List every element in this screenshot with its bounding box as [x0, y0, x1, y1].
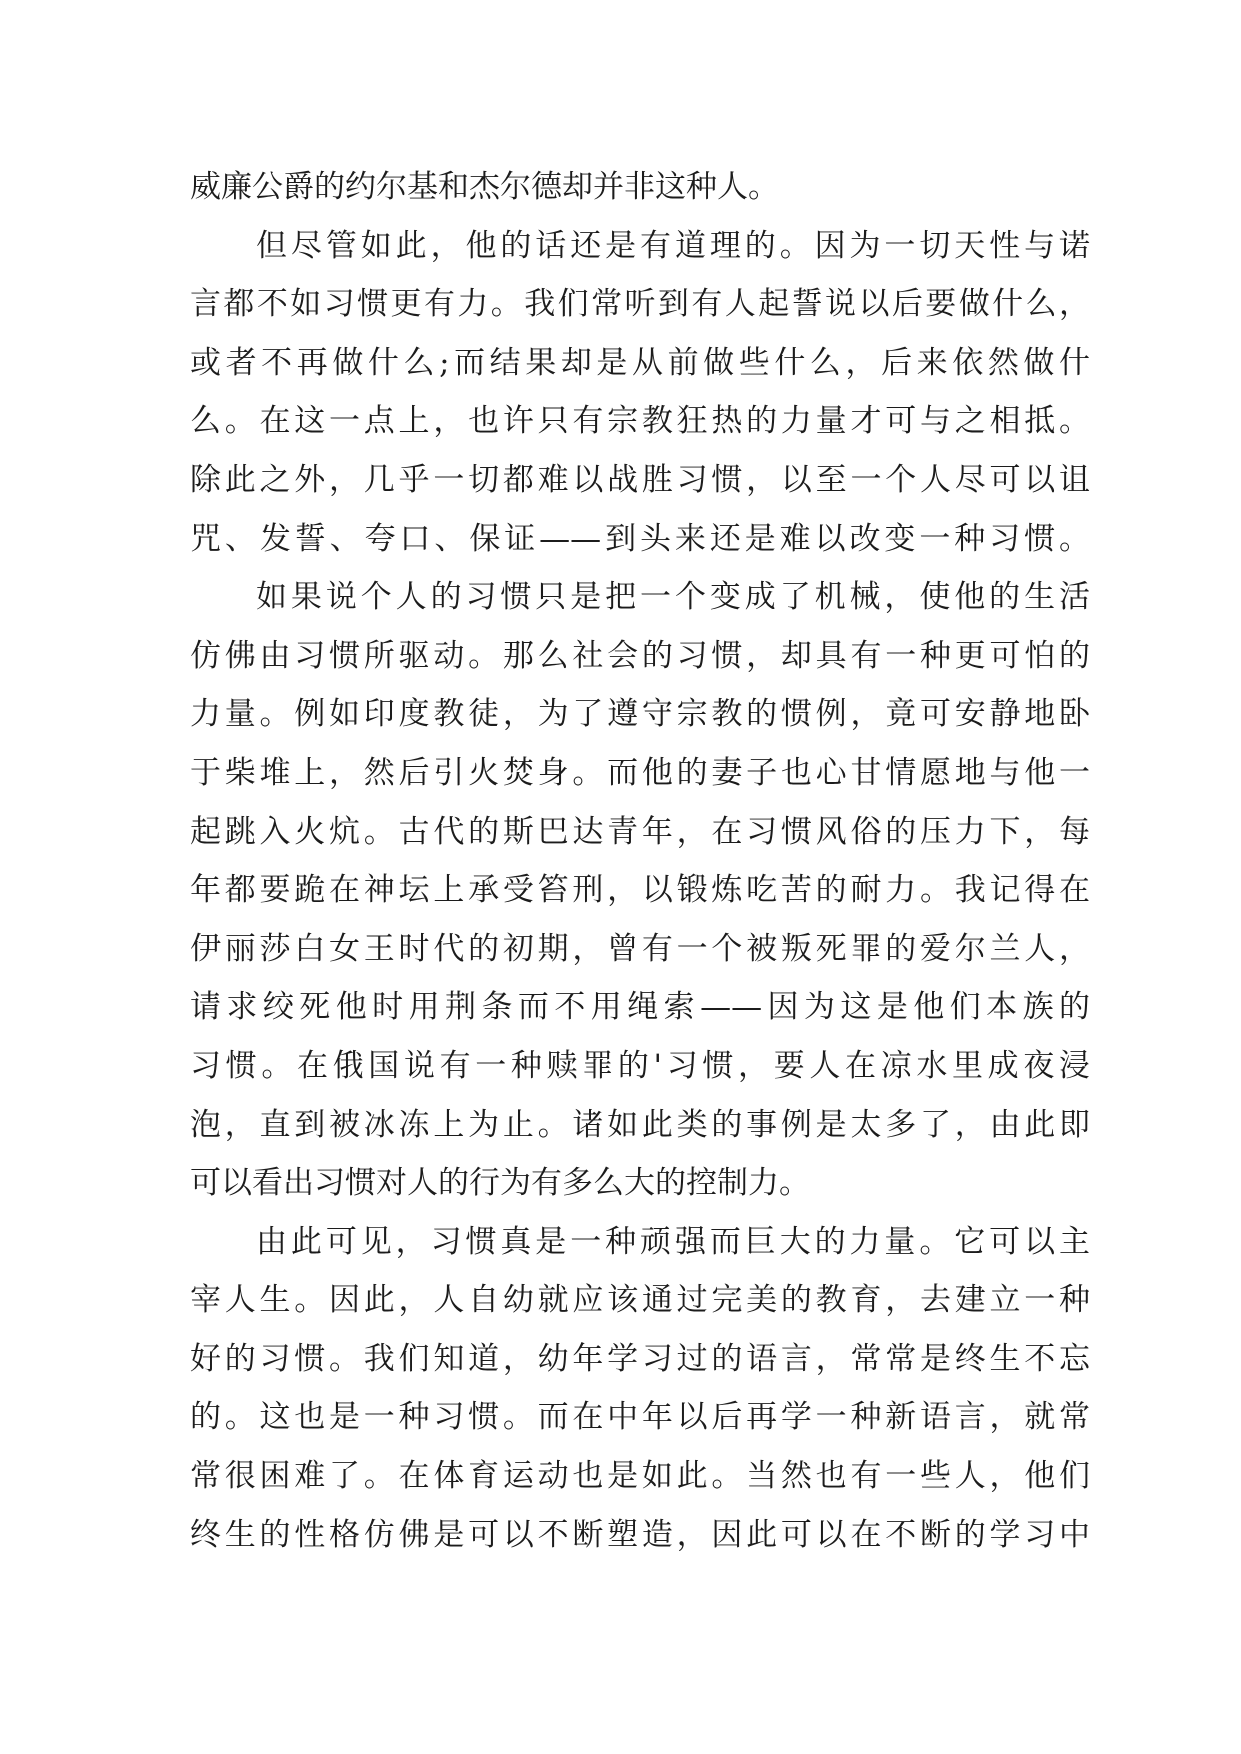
text-line: 好的习惯。我们知道，幼年学习过的语言，常常是终生不忘	[190, 1340, 1090, 1377]
text-line: 终生的性格仿佛是可以不断塑造，因此可以在不断的学习中	[190, 1516, 1090, 1553]
text-line: 咒、发誓、夸口、保证——到头来还是难以改变一种习惯。	[190, 520, 1090, 557]
text-line: 起跳入火炕。古代的斯巴达青年，在习惯风俗的压力下，每	[190, 813, 1090, 850]
text-line: 伊丽莎白女王时代的初期，曾有一个被叛死罪的爱尔兰人，	[190, 930, 1090, 967]
text-line: 么。在这一点上，也许只有宗教狂热的力量才可与之相抵。	[190, 403, 1090, 440]
text-line: 习惯。在俄国说有一种赎罪的'习惯，要人在凉水里成夜浸	[190, 1047, 1090, 1084]
text-line: 威廉公爵的约尔基和杰尔德却并非这种人。	[190, 169, 779, 205]
paragraph-first-line: 但尽管如此，他的话还是有道理的。因为一切天性与诺	[256, 227, 1090, 264]
text-line: 请求绞死他时用荆条而不用绳索——因为这是他们本族的	[190, 989, 1090, 1026]
paragraph-first-line: 由此可见，习惯真是一种顽强而巨大的力量。它可以主	[256, 1223, 1090, 1260]
paragraph-first-line: 如果说个人的习惯只是把一个变成了机械，使他的生活	[256, 579, 1090, 616]
text-line: 宰人生。因此，人自幼就应该通过完美的教育，去建立一种	[190, 1282, 1090, 1319]
text-line: 仿佛由习惯所驱动。那么社会的习惯，却具有一种更可怕的	[190, 637, 1090, 674]
text-line: 力量。例如印度教徒，为了遵守宗教的惯例，竟可安静地卧	[190, 696, 1090, 733]
text-line: 于柴堆上，然后引火焚身。而他的妻子也心甘情愿地与他一	[190, 754, 1090, 791]
text-line: 言都不如习惯更有力。我们常听到有人起誓说以后要做什么，	[190, 286, 1090, 323]
body-text	[190, 158, 1090, 1564]
text-line: 泡，直到被冰冻上为止。诸如此类的事例是太多了，由此即	[190, 1106, 1090, 1143]
text-line: 常很困难了。在体育运动也是如此。当然也有一些人，他们	[190, 1458, 1090, 1495]
text-line: 或者不再做什么;而结果却是从前做些什么，后来依然做什	[190, 344, 1090, 381]
text-line: 可以看出习惯对人的行为有多么大的控制力。	[190, 1165, 810, 1202]
text-line: 的。这也是一种习惯。而在中年以后再学一种新语言，就常	[190, 1399, 1090, 1436]
text-line: 年都要跪在神坛上承受笞刑，以锻炼吃苦的耐力。我记得在	[190, 872, 1090, 909]
text-line: 除此之外，几乎一切都难以战胜习惯，以至一个人尽可以诅	[190, 461, 1090, 498]
